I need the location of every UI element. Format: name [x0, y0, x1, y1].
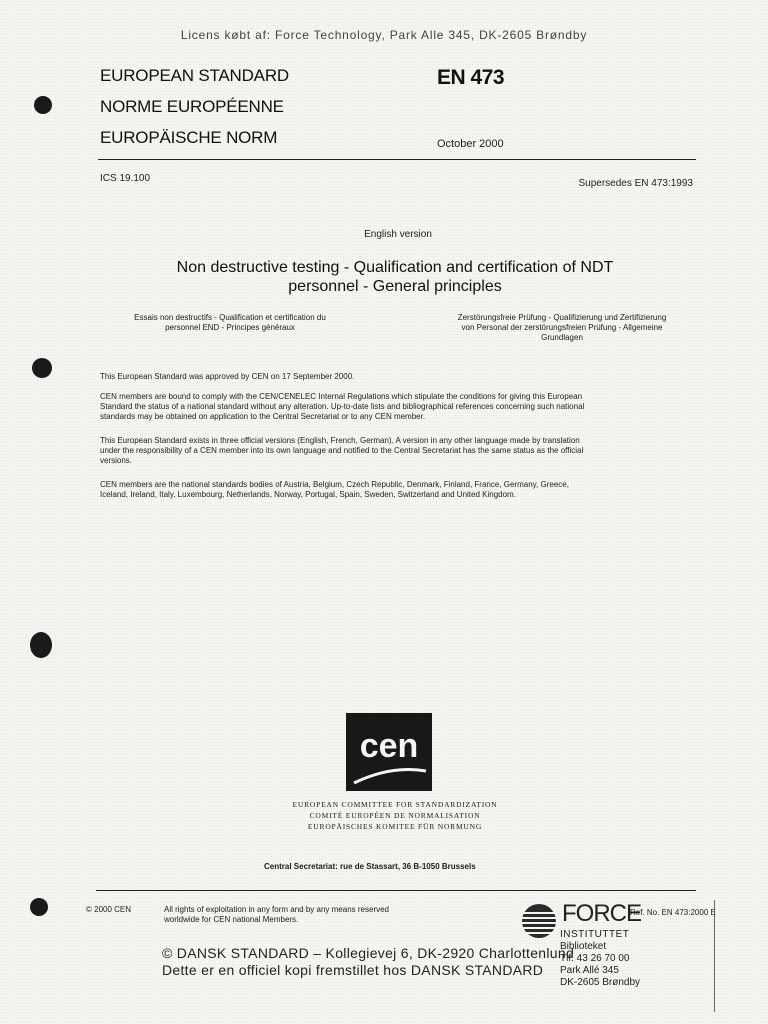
cen-name-english: EUROPEAN COMMITTEE FOR STANDARDIZATION: [292, 800, 498, 809]
members-paragraph: [100, 392, 696, 422]
members-paragraph-line-2: Standard the status of a national standard without any alteration. Up-to-date lists and bibliographical references concerning such national: [100, 402, 585, 411]
rights-line-2: worldwide for CEN national Members.: [164, 915, 299, 924]
title-norme-europeenne: NORME EUROPÉENNE: [100, 97, 284, 116]
german-title-line-2: von Personal der zerstörungsfreien Prüfung - Allgemeine: [461, 323, 663, 332]
versions-paragraph-line-3: versions.: [100, 456, 133, 465]
license-line: Licens købt af: Force Technology, Park Alle 345, DK-2605 Brøndby: [180, 28, 588, 42]
french-title-line-2: personnel END - Principes généraux: [165, 323, 295, 332]
german-title-line-1: Zerstörungsfreie Prüfung - Qualifizierung und Zertifizierung: [457, 313, 667, 322]
versions-paragraph-line-1: This European Standard exists in three official versions (English, French, German). A version in any other language made by translation: [100, 436, 580, 445]
cen-name-french: COMITÉ EUROPÉEN DE NORMALISATION: [309, 811, 481, 820]
german-title: [428, 313, 696, 343]
document-title-line-2: personnel - General principles: [288, 278, 502, 295]
members-paragraph-line-3: standards may be obtained on application to the Central Secretariat or to any CEN member.: [100, 412, 426, 421]
punch-hole-4: [30, 898, 48, 916]
versions-paragraph: [100, 436, 696, 466]
french-title: [100, 313, 360, 333]
members-paragraph-line-1: CEN members are bound to comply with the CEN/CENELEC Internal Regulations which stipulate the conditions for giving this European: [100, 392, 583, 401]
force-wordmark: FORCE: [562, 900, 641, 927]
versions-paragraph-line-2: under the responsibility of a CEN member into its own language and notified to the Central Secretariat has the same status as the official: [100, 446, 584, 455]
punch-hole-3: [30, 632, 52, 658]
title-european-standard: EUROPEAN STANDARD: [100, 66, 289, 85]
library-street: Park Allé 345: [560, 965, 619, 976]
german-title-line-3: Grundlagen: [541, 333, 583, 342]
library-phone: Tlf. 43 26 70 00: [560, 953, 630, 964]
rights-line-1: All rights of exploitation in any form and by any means reserved: [164, 905, 390, 914]
approval-paragraph: This European Standard was approved by CEN on 17 September 2000.: [100, 372, 355, 381]
punch-hole-2: [32, 358, 52, 378]
cen-logo: [346, 713, 432, 791]
rights-statement: [164, 905, 454, 925]
publication-date: October 2000: [437, 138, 504, 150]
header-divider: [98, 159, 696, 160]
punch-hole-1: [34, 96, 52, 114]
french-title-line-1: Essais non destructifs - Qualification et certification du: [134, 313, 326, 322]
reference-number: Ref. No. EN 473:2000 E: [630, 908, 716, 917]
dansk-standard-address: © DANSK STANDARD – Kollegievej 6, DK-2920 Charlottenlund: [162, 945, 575, 961]
national-bodies-line-2: Iceland, Ireland, Italy, Luxembourg, Netherlands, Norway, Portugal, Spain, Sweden, Switzerland and United Kingdom.: [100, 490, 516, 499]
document-title-line-1: Non destructive testing - Qualification and certification of NDT: [176, 259, 614, 276]
ics-code: ICS 19.100: [100, 173, 151, 184]
national-bodies-line-1: CEN members are the national standards bodies of Austria, Belgium, Czech Republic, Denmark, Finland, France, Germany, Greece,: [100, 480, 569, 489]
cen-committee-names: [270, 799, 520, 832]
footer-divider: [96, 890, 696, 891]
dansk-standard-copy-note: Dette er en officiel kopi fremstillet hos DANSK STANDARD: [162, 962, 544, 978]
force-institut: INSTITUTTET: [560, 929, 630, 940]
language-version: English version: [364, 229, 432, 240]
cen-copyright: © 2000 CEN: [86, 905, 132, 914]
cen-name-german: EUROPÄISCHES KOMITEE FÜR NORMUNG: [307, 822, 483, 831]
library-city: DK-2605 Brøndby: [560, 977, 641, 988]
margin-line: [714, 900, 715, 1012]
central-secretariat: Central Secretariat: rue de Stassart, 36 B-1050 Brussels: [264, 862, 476, 871]
national-bodies-paragraph: [100, 480, 696, 500]
cen-logo-text: cen: [359, 727, 419, 765]
title-europaische-norm: EUROPÄISCHE NORM: [100, 128, 278, 147]
library-name: Biblioteket: [560, 941, 607, 952]
supersedes-note: Supersedes EN 473:1993: [578, 178, 693, 189]
document-title: [150, 258, 640, 296]
force-globe-icon: [516, 903, 562, 939]
standard-number: EN 473: [437, 66, 505, 89]
